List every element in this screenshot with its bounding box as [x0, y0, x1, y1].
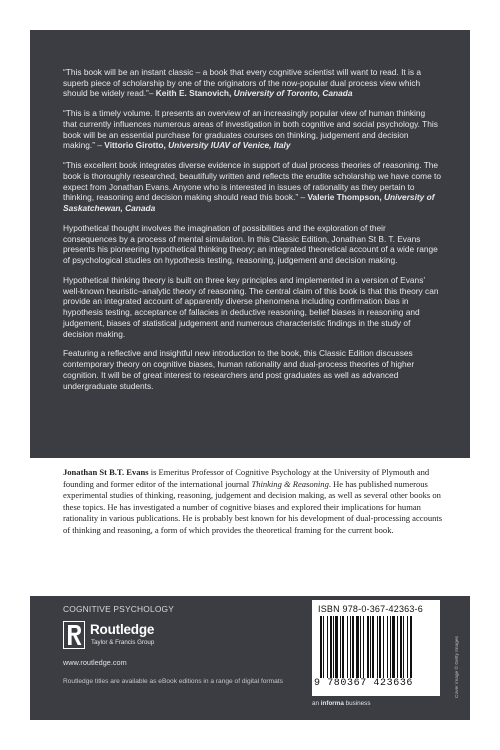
- routledge-r-logo-icon: [63, 621, 85, 649]
- endorsement: “This book will be an instant classic – a book that every cognitive scientist will want to read. It is a superb piece of scholarship by one of the originators of the now-popular dual process view which should be widely read.”– Keith E. Stanovich, University of Toronto, Canada: [63, 67, 422, 99]
- informa-business-tagline: an informa business: [312, 700, 371, 707]
- back-cover: [30, 30, 470, 720]
- barcode-digits: 9 780367 423636: [314, 678, 414, 689]
- publisher-website-link[interactable]: www.routledge.com: [63, 658, 127, 667]
- endorser-affiliation: University of Saskatchewan, Canada: [63, 192, 435, 214]
- endorser-name: Vittorio Girotto,: [104, 140, 169, 151]
- barcode-icon: [320, 616, 432, 678]
- endorser-affiliation: University IUAV of Venice, Italy: [168, 140, 291, 151]
- cover-image-credit: Cover image © Getty Images: [455, 636, 460, 698]
- description-paragraph: Hypothetical thought involves the imagination of possibilities and the exploration of their consequences by a process of mental simulation. In this Classic Edition, Jonathan St B. T. Evans presents his pioneering hypothetical thinking theory; an integrated theoretical account of a wide range of psychological studies on hypothesis testing, reasoning, judgement and decision making.: [63, 223, 438, 266]
- endorsement: “This is a timely volume. It presents an overview of an increasingly popular view of human thinking that currently influences numerous areas of investigation in both cognitive and social psychology. This book will be an essential purchase for graduates courses on thinking, judgement and decision making.” – Vittorio Girotto, University IUAV of Venice, Italy: [63, 108, 438, 151]
- isbn-number: ISBN 978-0-367-42363-6: [318, 604, 423, 614]
- journal-title: Thinking & Reasoning: [251, 478, 329, 489]
- publisher-logo: [63, 621, 213, 653]
- blurbs-section: [63, 67, 441, 400]
- author-name: Jonathan St B.T. Evans: [63, 467, 149, 477]
- publisher-name: Routledge: [90, 622, 155, 637]
- author-bio-box: [30, 458, 470, 596]
- endorser-affiliation: University of Toronto, Canada: [233, 88, 353, 99]
- description-paragraph: Hypothetical thinking theory is built on three key principles and implemented in a version of Evans’ well-known heuristic–analytic theory of reasoning. The central claim of this book is that this theory can provide an integrated account of apparently diverse phenomena including confirmation bias in hypothesis testing, acceptance of fallacies in deductive reasoning, belief biases in reasoning and judgement, biases of statistical judgement and numerous characteristic findings in the study of decision making.: [63, 275, 439, 339]
- isbn-barcode: [312, 600, 440, 696]
- endorser-name: Valerie Thompson,: [307, 192, 384, 203]
- endorsement: “This excellent book integrates diverse evidence in support of dual process theories of reasoning. The book is thoroughly researched, beautifully written and reflects the erudite scholarship we have come to expect from Jonathan Evans. Anyone who is interested in issues of rationality as they pertain to thinking, reasoning and decision making should read this book.” – Valerie Thompson, University of Saskatchewan, Canada: [63, 160, 441, 214]
- description-paragraph: Featuring a reflective and insightful new introduction to the book, this Classic Edition discusses contemporary theory on cognitive biases, human rationality and dual-process theories of higher cognition. It will be of great interest to researchers and post graduates as well as advanced undergraduate students.: [63, 348, 415, 391]
- ebook-note: Routledge titles are available as eBook editions in a range of digital formats: [63, 678, 283, 685]
- endorser-name: Keith E. Stanovich,: [155, 88, 234, 99]
- subject-category: COGNITIVE PSYCHOLOGY: [63, 604, 175, 614]
- author-bio: Jonathan St B.T. Evans is Emeritus Professor of Cognitive Psychology at the University of Plymouth and founding and former editor of the international journal Thinking & Reasoning. He has published numerous experimental studies of thinking, reasoning, judgement and decision making, as well as several other books on these topics. He has investigated a number of cognitive biases and explored their implications for human rationality in various publications. He is probably best known for his development of dual-processing accounts of thinking and reasoning, a form of which provides the theoretical framing for the current book.: [63, 467, 443, 535]
- informa-brand: informa: [320, 700, 344, 707]
- publisher-group: Taylor & Francis Group: [91, 639, 155, 646]
